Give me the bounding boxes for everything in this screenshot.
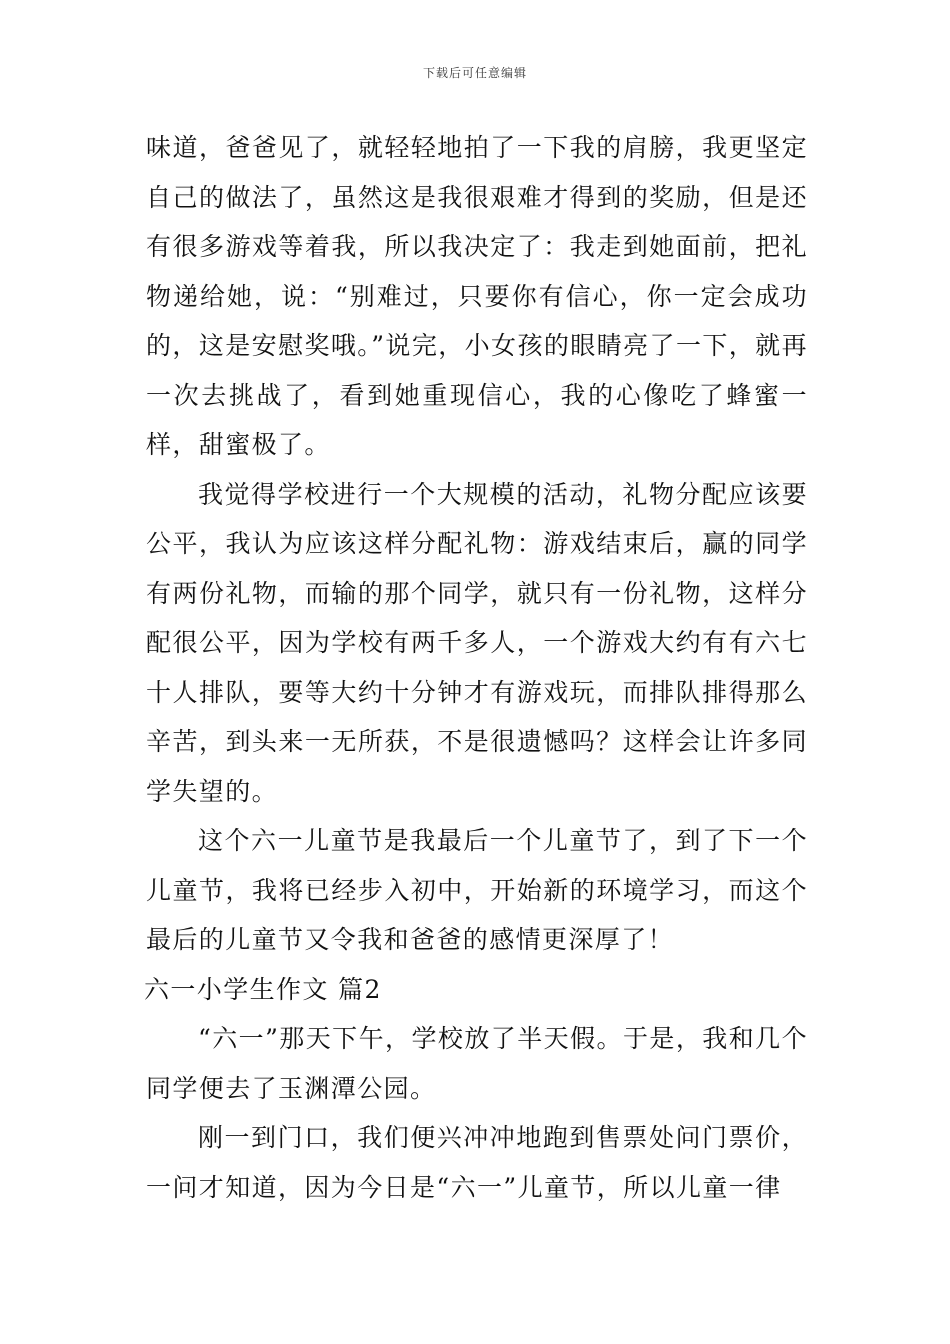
paragraph-half-day-off: “六一”那天下午，学校放了半天假。于是，我和几个同学便去了玉渊潭公园。 bbox=[146, 1024, 808, 1103]
paragraph-ticket-office: 刚一到门口，我们便兴冲冲地跑到售票处问门票价，一问才知道，因为今日是“六一”儿童节，所以儿童一律 bbox=[146, 1123, 808, 1202]
document-body bbox=[146, 123, 808, 1212]
page-header-note: 下载后可任意编辑 bbox=[422, 66, 527, 80]
paragraph-gift-fairness: 我觉得学校进行一个大规模的活动，礼物分配应该要公平，我认为应该这样分配礼物：游戏结束后，赢的同学有两份礼物，而输的那个同学，就只有一份礼物，这样分配很公平，因为学校有两千多人，一个游戏大约有有六七十人排队，要等大约十分钟才有游戏玩，而排队排得那么辛苦，到头来一无所获，不是很遗憾吗？这样会让许多同学失望的。 bbox=[146, 479, 808, 806]
paragraph-last-childrens-day: 这个六一儿童节是我最后一个儿童节了，到了下一个儿童节，我将已经步入初中，开始新的环境学习，而这个最后的儿童节又令我和爸爸的感情更深厚了！ bbox=[146, 826, 808, 954]
section-title: 六一小学生作文 篇2 bbox=[144, 974, 382, 1004]
paragraph-continued: 味道，爸爸见了，就轻轻地拍了一下我的肩膀，我更坚定自己的做法了，虽然这是我很艰难才得到的奖励，但是还有很多游戏等着我，所以我决定了：我走到她面前，把礼物递给她，说：“别难过，只要你有信心，你一定会成功的，这是安慰奖哦。”说完，小女孩的眼睛亮了一下，就再一次去挑战了，看到她重现信心，我的心像吃了蜂蜜一样，甜蜜极了。 bbox=[146, 133, 808, 459]
